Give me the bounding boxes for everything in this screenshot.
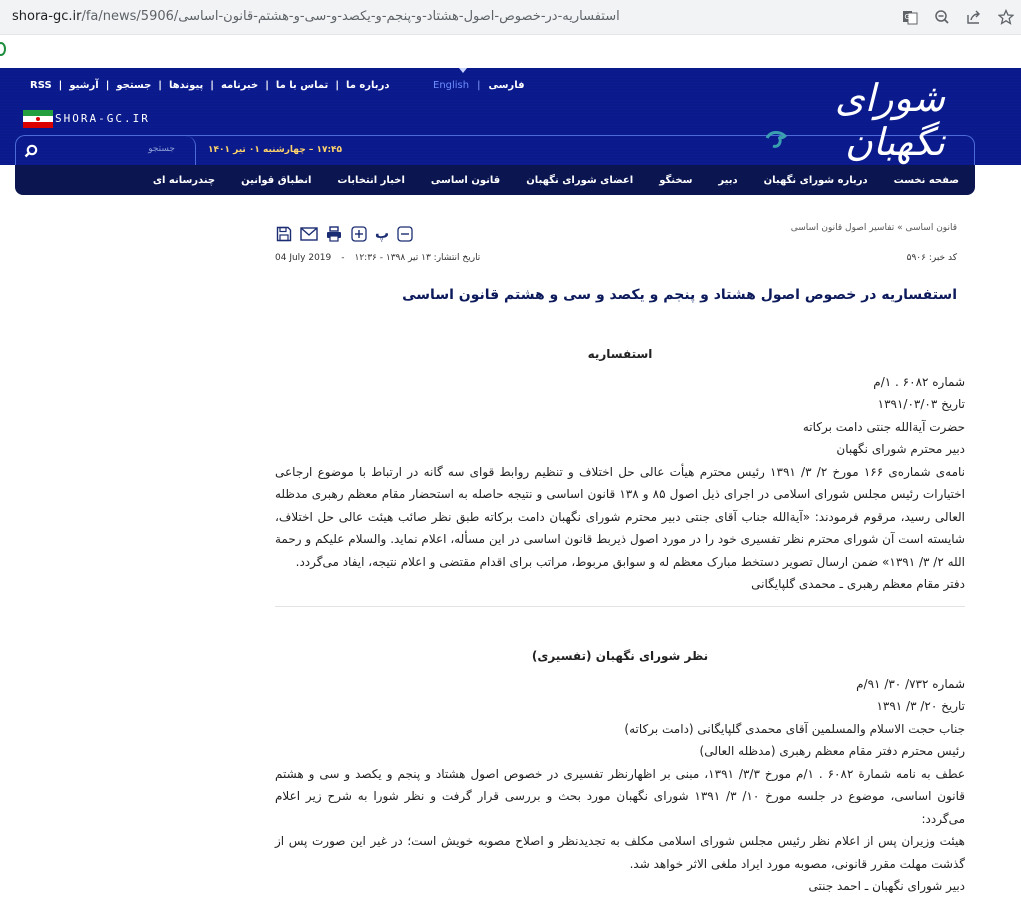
publish-date-en: 04 July 2019 <box>275 253 332 263</box>
separator: | <box>105 80 110 91</box>
publish-date-fa: تاریخ انتشار: ۱۳ تیر ۱۳۹۸ - ۱۲:۳۶ <box>354 253 481 263</box>
translate-icon[interactable] <box>901 8 919 26</box>
toplink-newsletter[interactable]: خبرنامه <box>220 80 259 91</box>
nav-multimedia[interactable]: چندرسانه ای <box>152 174 216 186</box>
letter-ruling: هیئت وزیران پس از اعلام نظر رئیس مجلس شورای اسلامی مکلف به تجدیدنظر و اصلاح مصوبه خویش است؛ در غیر این صورت پس از گذشت مهلت مقرر قانونی، مصوبه مورد ایراد ملغی الاثر خواهد شد. <box>275 834 965 871</box>
separator: | <box>335 80 339 91</box>
nav-constitution[interactable]: قانون اساسی <box>430 174 501 186</box>
letter-recipient: حضرت آیةالله جنتی دامت برکاته <box>802 419 965 434</box>
breadcrumb[interactable]: قانون اساسی » تفاسیر اصول قانون اساسی <box>790 223 957 233</box>
letter-recipient-title: دبیر محترم شورای نگهبان <box>836 442 965 456</box>
nav-home[interactable]: صفحه نخست <box>893 174 959 186</box>
nav-law-compliance[interactable]: انطباق قوانین <box>241 174 312 186</box>
letter-date: تاریخ ۱۳۹۱/۰۳/۰۳ <box>877 397 965 411</box>
publish-date <box>275 253 480 263</box>
save-icon[interactable] <box>275 225 293 243</box>
font-size-label: پ <box>375 226 390 242</box>
site-domain: SHORA-GC.IR <box>55 112 150 125</box>
separator: | <box>210 80 214 91</box>
toplink-links[interactable]: پیوندها <box>168 80 204 91</box>
news-code: کد خبر: ۵۹۰۶ <box>906 253 957 263</box>
current-datetime: ۱۷:۴۵ – چهارشنبه ۰۱ تیر ۱۴۰۱ <box>208 145 343 155</box>
separator: | <box>265 80 269 91</box>
decrease-font-icon[interactable] <box>396 225 414 243</box>
top-links <box>23 80 396 91</box>
article-title: استفساریه در خصوص اصول هشتاد و پنجم و یکصد و سی و هشتم قانون اساسی <box>402 287 957 303</box>
nav-members[interactable]: اعضای شورای نگهبان <box>526 174 634 186</box>
council-opinion-section <box>275 645 965 898</box>
letter-number: شماره ۶۰۸۲ . ۱/م <box>873 374 965 389</box>
toplink-archive[interactable]: آرشیو <box>69 80 99 91</box>
bookmark-star-icon[interactable] <box>997 8 1015 26</box>
lang-farsi[interactable]: فارسی <box>488 80 525 91</box>
svg-text:G: G <box>904 13 910 21</box>
main-nav <box>15 165 975 195</box>
nav-election-news[interactable]: اخبار انتخابات <box>337 174 405 186</box>
letter-recipient: جناب حجت الاسلام والمسلمین آقای محمدی گلپایگانی (دامت برکاته) <box>624 721 965 736</box>
nav-secretary[interactable]: دبیر <box>718 174 738 186</box>
date-separator: - <box>341 253 345 263</box>
extension-icon[interactable] <box>0 42 6 56</box>
nav-spokesperson[interactable]: سخنگو <box>659 174 693 186</box>
letter-body: عطف به نامه شمارة ۶۰۸۲ . ۱/م مورخ ۳/۳/ ۱۳۹۱، مبنی بر اظهارنظر تفسیری در خصوص اصول هشتاد و پنجم و یکصد و سی و هشتم قانون اساسی، موضوع در جلسه مورخ ۱۰/ ۳/ ۱۳۹۱ شورای نگهبان مورد بحث و بررسی قرار گرفت و نظر شورا به شرح زیر اعلام می‌گردد: <box>275 766 965 826</box>
letter-number: شماره ۷۳۲/ ۳۰/ ۹۱/م <box>856 676 965 691</box>
letter-date: تاریخ ۲۰/ ۳/ ۱۳۹۱ <box>876 699 965 713</box>
search-placeholder: جستجو <box>148 144 175 154</box>
toplink-contact[interactable]: تماس با ما <box>275 80 329 91</box>
search-input[interactable] <box>16 136 196 166</box>
section-heading: نظر شورای نگهبان (تفسیری) <box>531 649 709 663</box>
print-icon[interactable] <box>325 225 343 243</box>
letter-body: نامه‌ی شماره‌ی ۱۶۶ مورخ ۲/ ۳/ ۱۳۹۱ رئیس محترم هیأت عالی حل اختلاف و تنظیم روابط قوای سه گانه در ارتباط با موضوع ارجاعی اختیارات رئیس مجلس شورای اسلامی در اجرای ذیل اصول ۸۵ و ۱۳۸ قانون اساسی و نتیجه حاصله به استحضار مقام معظم رهبری مدظله العالی رسید، مرقوم فرمودند: «آیةالله جناب آقای جنتی دبیر محترم شورای نگهبان دامت برکاته طبق نظر صائب هیئت عالی حل اختلاف، شایسته است آن شورای محترم نظر تفسیری خود را در مورد اصول ذیربط قانون اساسی در این مسأله، اعلام نماید. والسلام علیکم و رحمة الله ۲/ ۳/ ۱۳۹۱» ضمن ارسال تصویر دستخط مبارک معظم له و سوابق مربوط، مراتب برای اقدام مقتضی و اعلام نتیجه، ایفاد می‌گردد. <box>275 464 966 569</box>
zoom-out-icon[interactable] <box>933 8 951 26</box>
url-path: /fa/news/5906/استفساریه-در-خصوص-اصول-هشتاد-و-پنجم-و-یکصد-و-سی-و-هشتم-قانون-اساسی <box>81 9 620 24</box>
letter-recipient-title: رئیس محترم دفتر مقام معظم رهبری (مدظله العالی) <box>699 744 965 758</box>
letter-signature: دفتر مقام معظم رهبری ـ محمدی گلپایگانی <box>751 577 965 591</box>
active-language-caret-icon <box>459 68 467 73</box>
article-toolbar <box>275 225 414 243</box>
letter-signature: دبیر شورای نگهبان ـ احمد جنتی <box>808 879 965 893</box>
iran-flag-icon <box>23 110 53 128</box>
separator: | <box>477 80 481 91</box>
share-icon[interactable] <box>965 8 983 26</box>
url-host: shora-gc.ir <box>12 9 82 24</box>
language-switcher <box>433 80 525 91</box>
section-heading: استفساریه <box>587 347 653 361</box>
nav-about-council[interactable]: درباره شورای نگهبان <box>763 174 868 186</box>
increase-font-icon[interactable] <box>350 225 368 243</box>
url-text[interactable] <box>12 9 620 24</box>
toplink-search[interactable]: جستجو <box>116 80 152 91</box>
email-icon[interactable] <box>300 225 318 243</box>
section-divider <box>275 606 965 607</box>
site-logo[interactable] <box>765 74 955 164</box>
lang-english[interactable]: English <box>433 80 470 91</box>
toplink-about[interactable]: درباره ما <box>345 80 390 91</box>
inquiry-section <box>275 343 965 596</box>
site-header <box>0 68 1021 165</box>
logo-text: شورای نگهبان <box>834 76 945 164</box>
logo-ornament-icon <box>765 126 789 150</box>
separator: | <box>158 80 162 91</box>
toplink-rss[interactable]: RSS <box>30 80 52 91</box>
browser-address-bar[interactable] <box>0 0 1021 35</box>
search-icon[interactable] <box>24 143 38 157</box>
separator: | <box>58 80 63 91</box>
